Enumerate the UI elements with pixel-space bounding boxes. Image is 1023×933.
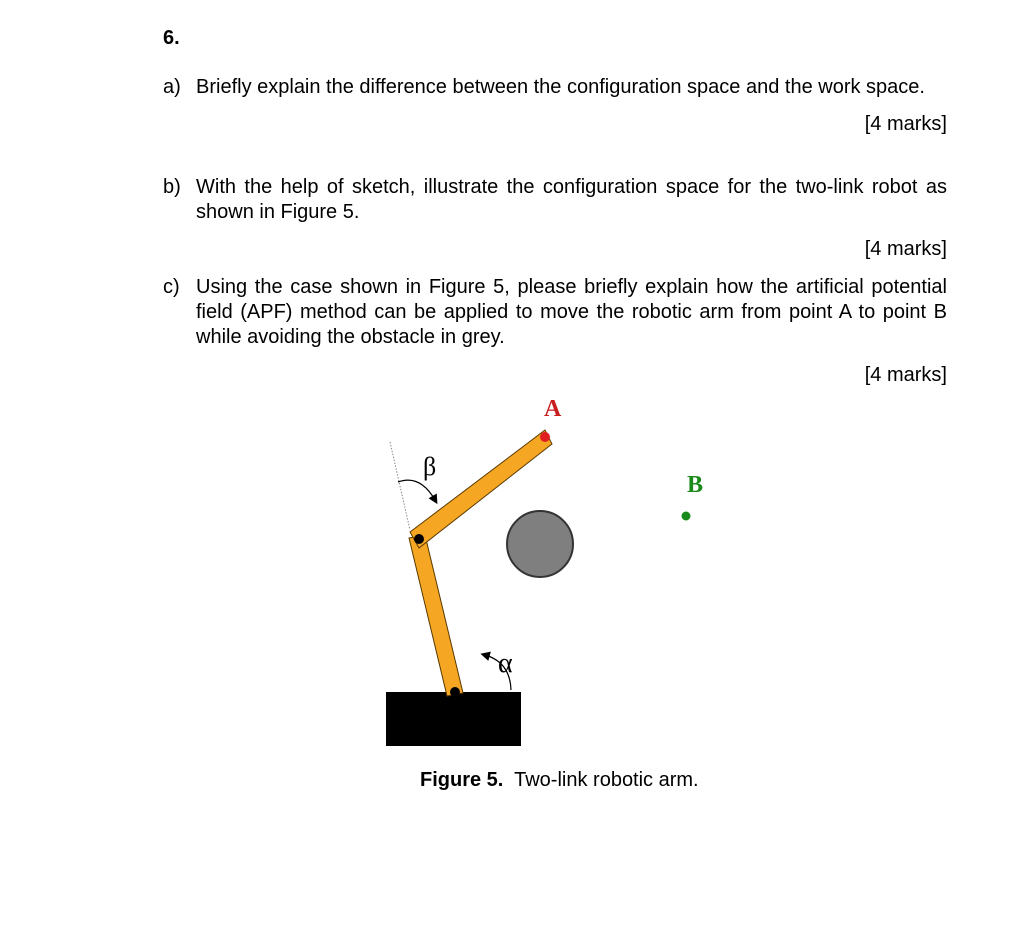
alpha-label: α: [498, 648, 513, 679]
part-label: b): [163, 176, 181, 198]
elbow-joint: [414, 534, 424, 544]
point-b-marker: [682, 512, 691, 521]
point-a-marker: [540, 432, 550, 442]
part-marks: [4 marks]: [864, 364, 947, 386]
part-label: c): [163, 276, 180, 298]
part-label: a): [163, 76, 181, 98]
point-b-label: B: [687, 472, 704, 498]
robot-arm-figure: [380, 390, 720, 750]
question-part-c: [163, 275, 947, 388]
beta-angle-arc: [398, 480, 435, 500]
question-part-b: [163, 175, 947, 262]
part-marks: [4 marks]: [864, 238, 947, 260]
beta-label: β: [423, 452, 437, 481]
part-text: With the help of sketch, illustrate the configuration space for the two-link robot as shown in Figure 5.: [196, 176, 947, 223]
point-a-label: A: [544, 396, 562, 422]
beta-reference-line: [390, 442, 410, 530]
lower-link: [409, 535, 463, 696]
robot-base: [386, 692, 521, 746]
question-part-a: [163, 75, 947, 137]
figure-caption-label: Figure 5.: [420, 769, 504, 791]
part-marks: [4 marks]: [864, 113, 947, 135]
part-text: Using the case shown in Figure 5, please briefly explain how the artificial potential field (APF) method can be applied to move the robotic arm from point A to point B while avoiding the obstacle in grey.: [196, 276, 947, 348]
obstacle-circle: [507, 511, 573, 577]
part-text: Briefly explain the difference between the configuration space and the work space.: [196, 76, 925, 98]
figure-caption-text: Two-link robotic arm.: [514, 769, 699, 791]
question-number: 6.: [163, 27, 180, 49]
base-joint: [450, 687, 460, 697]
robot-arm-diagram: [380, 390, 720, 750]
figure-caption: [420, 769, 699, 792]
